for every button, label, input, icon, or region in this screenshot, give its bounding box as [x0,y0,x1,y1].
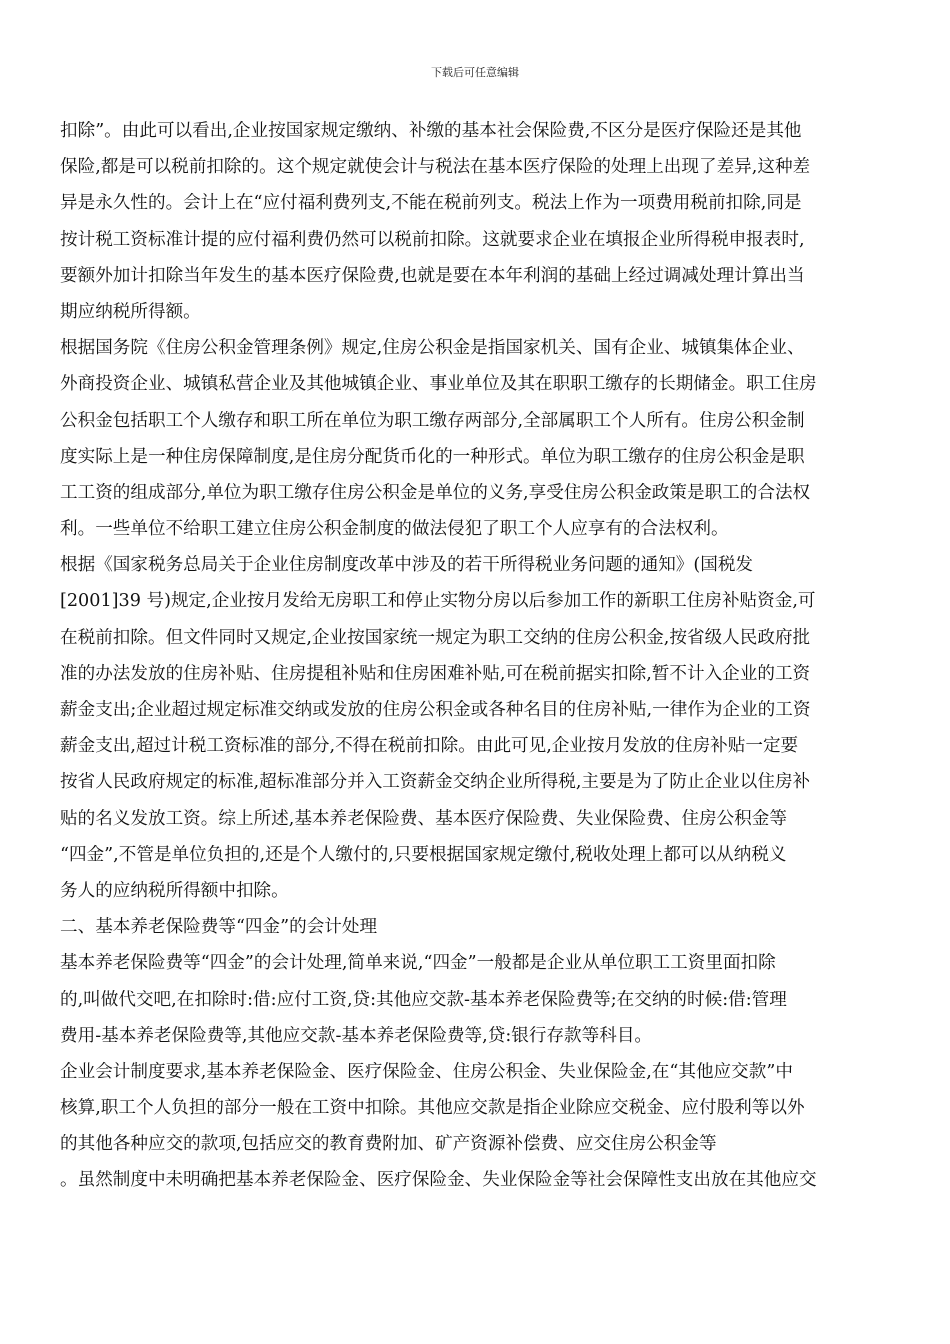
text-line: 费用-基本养老保险费等,其他应交款-基本养老保险费等,贷:银行存款等科目。 [60,1025,653,1046]
text-line: 。虽然制度中未明确把基本养老保险金、医疗保险金、失业保险金等社会保障性支出放在其他应交 [60,1170,817,1191]
text-line: 薪金支出;企业超过规定标准交纳或发放的住房公积金或各种名目的住房补贴,一律作为企业的工资 [60,700,811,720]
text-line: [2001]39 号)规定,企业按月发给无房职工和停止实物分房以后参加工作的新职工住房补贴资金,可 [60,591,816,612]
text-line: 扣除”。由此可以看出,企业按国家规定缴纳、补缴的基本社会保险费,不区分是医疗保险还是其他 [60,121,802,141]
text-line: 根据国务院《住房公积金管理条例》规定,住房公积金是指国家机关、国有企业、城镇集体企业、 [60,338,805,359]
text-line: 工工资的组成部分,单位为职工缴存住房公积金是单位的义务,享受住房公积金政策是职工的合法权 [60,482,811,503]
text-line: 异是永久性的。会计上在“应付福利费列支,不能在税前列支。税法上作为一项费用税前扣除,同是 [60,193,802,214]
text-line: 要额外加计扣除当年发生的基本医疗保险费,也就是要在本年利润的基础上经过调减处理计算出当 [60,265,805,286]
text-line: 保险,都是可以税前扣除的。这个规定就使会计与税法在基本医疗保险的处理上出现了差异,这种差 [60,157,811,178]
text-line: 期应纳税所得额。 [60,301,201,322]
text-line: 在税前扣除。但文件同时又规定,企业按国家统一规定为职工交纳的住房公积金,按省级人民政府批 [60,627,811,648]
text-line: 企业会计制度要求,基本养老保险金、医疗保险金、住房公积金、失业保险金,在“其他应交款”中 [60,1061,793,1082]
text-line: 的,叫做代交吧,在扣除时:借:应付工资,贷:其他应交款-基本养老保险费等;在交纳的时候:借:管理 [60,989,787,1010]
text-line: 根据《国家税务总局关于企业住房制度改革中涉及的若干所得税业务问题的通知》(国税发 [60,555,754,576]
text-line: 的其他各种应交的款项,包括应交的教育费附加、矿产资源补偿费、应交住房公积金等 [60,1134,717,1155]
text-line: 贴的名义发放工资。综上所述,基本养老保险费、基本医疗保险费、失业保险费、住房公积金等 [60,808,787,829]
document-body [60,113,892,1199]
text-line: 准的办法发放的住房补贴、住房提租补贴和住房困难补贴,可在税前据实扣除,暂不计入企业的工资 [60,663,811,684]
text-line: 二、基本养老保险费等“四金”的会计处理 [60,917,378,938]
page-header-note: 下载后可任意编辑 [431,66,519,79]
text-line: “四金”,不管是单位负担的,还是个人缴付的,只要根据国家规定缴付,税收处理上都可以从纳税义 [60,844,787,865]
text-line: 外商投资企业、城镇私营企业及其他城镇企业、事业单位及其在职职工缴存的长期储金。职工住房 [60,374,817,395]
text-line: 核算,职工个人负担的部分一般在工资中扣除。其他应交款是指企业除应交税金、应付股利等以外 [60,1098,805,1119]
text-line: 薪金支出,超过计税工资标准的部分,不得在税前扣除。由此可见,企业按月发放的住房补贴一定要 [60,736,799,757]
text-line: 公积金包括职工个人缴存和职工所在单位为职工缴存两部分,全部属职工个人所有。住房公积金制 [60,410,805,431]
text-line: 务人的应纳税所得额中扣除。 [60,880,289,901]
text-line: 利。一些单位不给职工建立住房公积金制度的做法侵犯了职工个人应享有的合法权利。 [60,519,729,540]
text-line: 基本养老保险费等“四金”的会计处理,简单来说,“四金”一般都是企业从单位职工工资里面扣除 [60,953,776,974]
text-line: 按省人民政府规定的标准,超标准部分并入工资薪金交纳企业所得税,主要是为了防止企业以住房补 [60,772,811,793]
text-line: 度实际上是一种住房保障制度,是住房分配货币化的一种形式。单位为职工缴存的住房公积金是职 [60,446,805,467]
text-line: 按计税工资标准计提的应付福利费仍然可以税前扣除。这就要求企业在填报企业所得税申报表时, [60,229,805,250]
